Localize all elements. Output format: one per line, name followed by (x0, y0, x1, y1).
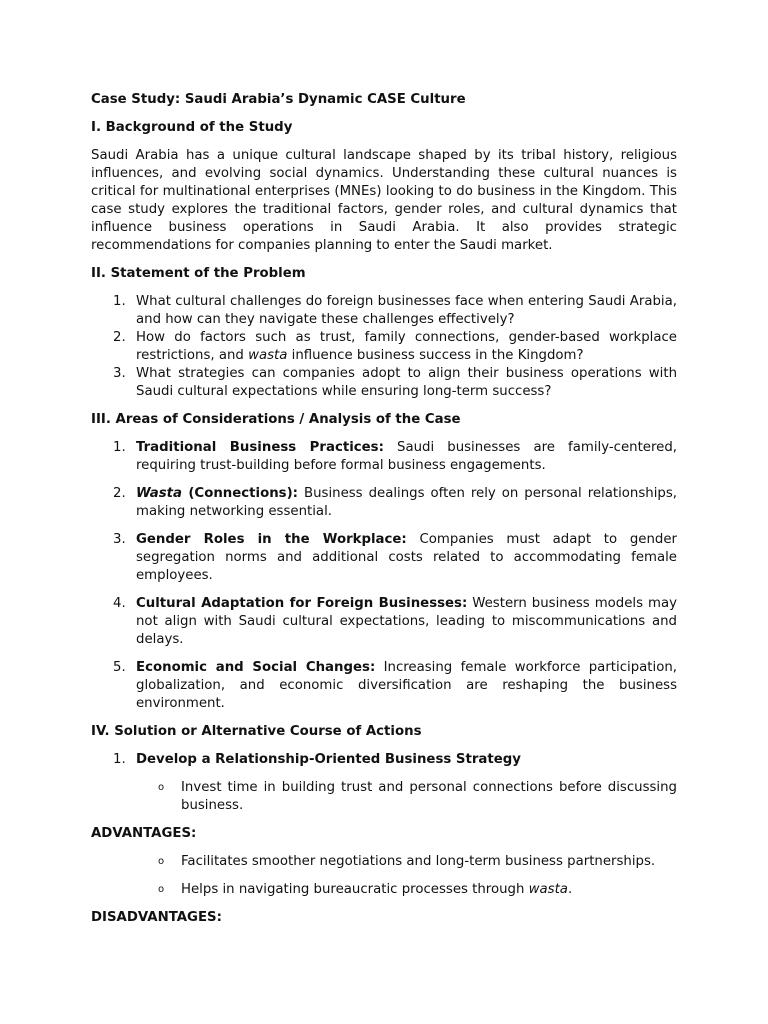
circle-bullet-icon: o (158, 856, 165, 867)
list-number: 2. (113, 330, 126, 345)
section-heading-problem: II. Statement of the Problem (91, 266, 306, 281)
background-paragraph: Saudi Arabia has a unique cultural landscape shaped by its tribal history, religious influences, and evolving social dynamics. Understanding these cultural nuances is critical for multinational enterprises (MNEs) looking to do business in the Kingdom. This case study explores the traditional factors, gender roles, and cultural dynamics that influence business operations in Saudi Arabia. It also provides strategic recommendations for companies planning to enter the Saudi market. (91, 148, 677, 253)
list-item-text: influence business success in the Kingdom? (287, 348, 584, 363)
list-item-text: Companies must adapt to gender segregation norms and additional costs related to accommodating female employees. (136, 532, 677, 583)
list-number: 3. (113, 532, 126, 547)
disadvantages-label: DISADVANTAGES: (91, 910, 222, 925)
list-item (91, 329, 677, 365)
list-item-text: Western business models may not align with Saudi cultural expectations, leading to miscommunications and delays. (136, 596, 677, 647)
list-item (91, 531, 677, 585)
section-heading-analysis: III. Areas of Considerations / Analysis of the Case (91, 412, 461, 427)
list-item-label: Cultural Adaptation for Foreign Businesses: (136, 596, 468, 611)
list-item-text: Business dealings often rely on personal relationships, making networking essential. (136, 486, 678, 519)
list-item-italic-term: wasta (248, 348, 288, 363)
list-number: 1. (113, 294, 126, 309)
section-heading-background: I. Background of the Study (91, 120, 293, 135)
list-item-label: Traditional Business Practices: (136, 440, 384, 455)
analysis-list (91, 439, 677, 713)
list-item-text: How do factors such as trust, family connections, gender-based workplace restrictions, and (136, 330, 677, 363)
circle-bullet-icon: o (158, 884, 165, 895)
list-number: 5. (113, 660, 126, 675)
list-item-text: Increasing female workforce participation, globalization, and economic diversification are reshaping the business environment. (136, 660, 677, 711)
list-number: 2. (113, 486, 126, 501)
list-item-text: Saudi businesses are family-centered, requiring trust-building before formal business engagements. (136, 440, 677, 473)
list-item (91, 293, 677, 329)
list-item (91, 595, 677, 649)
bullet-item (91, 881, 677, 899)
bullet-item (91, 853, 677, 871)
list-item-label: Gender Roles in the Workplace: (136, 532, 407, 547)
list-item-label-italic: Wasta (136, 486, 182, 501)
advantages-list (91, 853, 677, 899)
list-item-label: Develop a Relationship-Oriented Business Strategy (136, 752, 521, 767)
list-number: 3. (113, 366, 126, 381)
list-number: 1. (113, 440, 126, 455)
list-item (91, 485, 677, 521)
problem-list (91, 293, 677, 401)
circle-bullet-icon: o (158, 782, 165, 793)
bullet-item (91, 779, 677, 815)
bullet-text: Helps in navigating bureaucratic processes through (181, 882, 529, 897)
list-number: 1. (113, 752, 126, 767)
list-item (91, 365, 677, 401)
solutions-list (91, 751, 677, 769)
list-number: 4. (113, 596, 126, 611)
solution-bullets (91, 779, 677, 815)
list-item-text: What cultural challenges do foreign businesses face when entering Saudi Arabia, and how can they navigate these challenges effectively? (136, 294, 677, 327)
list-item-text: What strategies can companies adopt to align their business operations with Saudi cultural expectations while ensuring long-term success? (136, 366, 677, 399)
bullet-text: Facilitates smoother negotiations and long-term business partnerships. (181, 854, 656, 869)
list-item (91, 439, 677, 475)
list-item-label: Economic and Social Changes: (136, 660, 376, 675)
section-heading-solutions: IV. Solution or Alternative Course of Actions (91, 724, 422, 739)
bullet-italic-term: wasta (528, 882, 568, 897)
document-title: Case Study: Saudi Arabia’s Dynamic CASE Culture (91, 92, 466, 107)
list-item (91, 751, 677, 769)
advantages-label: ADVANTAGES: (91, 826, 197, 841)
bullet-text: Invest time in building trust and personal connections before discussing business. (181, 780, 677, 813)
bullet-text: . (567, 882, 573, 897)
list-item (91, 659, 677, 713)
list-item-label: (Connections): (181, 486, 298, 501)
